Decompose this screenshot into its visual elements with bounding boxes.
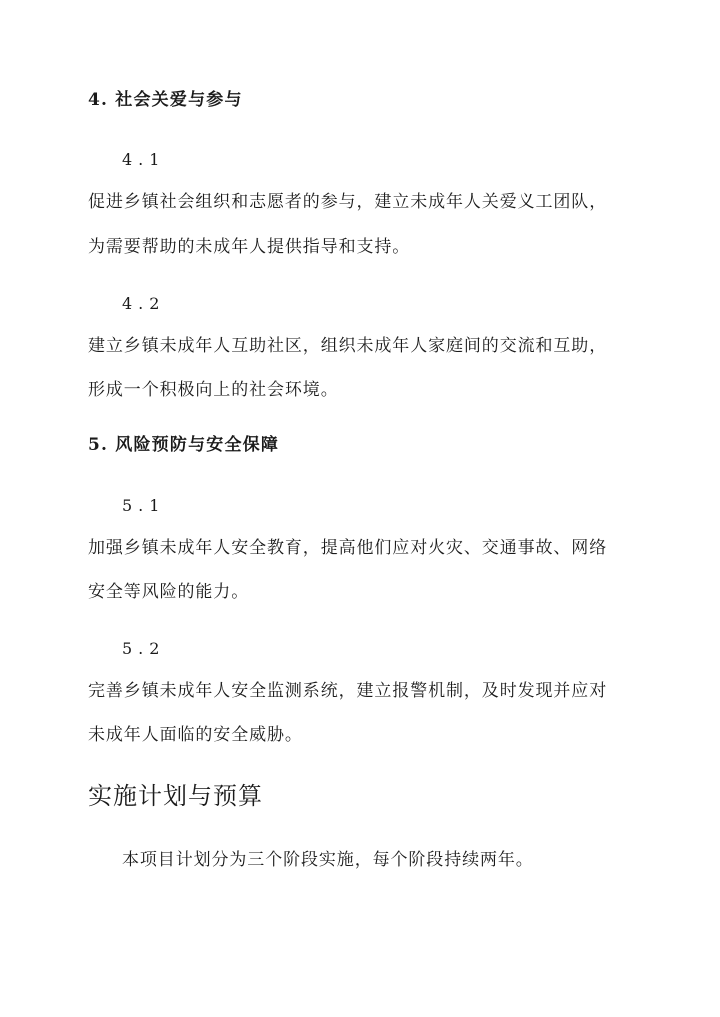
item-5-1-number: 5.1 xyxy=(122,496,166,515)
item-5-1-line-1: 加强乡镇未成年人安全教育，提高他们应对火灾、交通事故、网络 xyxy=(88,538,608,558)
item-4-1-number: 4.1 xyxy=(122,150,166,169)
item-4-1-line-2: 为需要帮助的未成年人提供指导和支持。 xyxy=(88,237,411,257)
item-4-1-line-1: 促进乡镇社会组织和志愿者的参与，建立未成年人关爱义工团队， xyxy=(88,192,608,212)
plan-section-title: 实施计划与预算 xyxy=(88,782,263,810)
item-4-2-number: 4.2 xyxy=(122,294,166,313)
item-5-2-line-1: 完善乡镇未成年人安全监测系统，建立报警机制，及时发现并应对 xyxy=(88,681,608,701)
section-5-heading: 5. 风险预防与安全保障 xyxy=(88,435,280,455)
item-5-2-number: 5.2 xyxy=(122,639,166,658)
plan-paragraph: 本项目计划分为三个阶段实施，每个阶段持续两年。 xyxy=(122,850,534,870)
item-4-2-line-1: 建立乡镇未成年人互助社区，组织未成年人家庭间的交流和互助， xyxy=(88,336,608,356)
item-5-2-line-2: 未成年人面临的安全威胁。 xyxy=(88,725,303,745)
section-4-heading: 4. 社会关爱与参与 xyxy=(88,90,243,110)
item-5-1-line-2: 安全等风险的能力。 xyxy=(88,582,250,602)
item-4-2-line-2: 形成一个积极向上的社会环境。 xyxy=(88,380,339,400)
